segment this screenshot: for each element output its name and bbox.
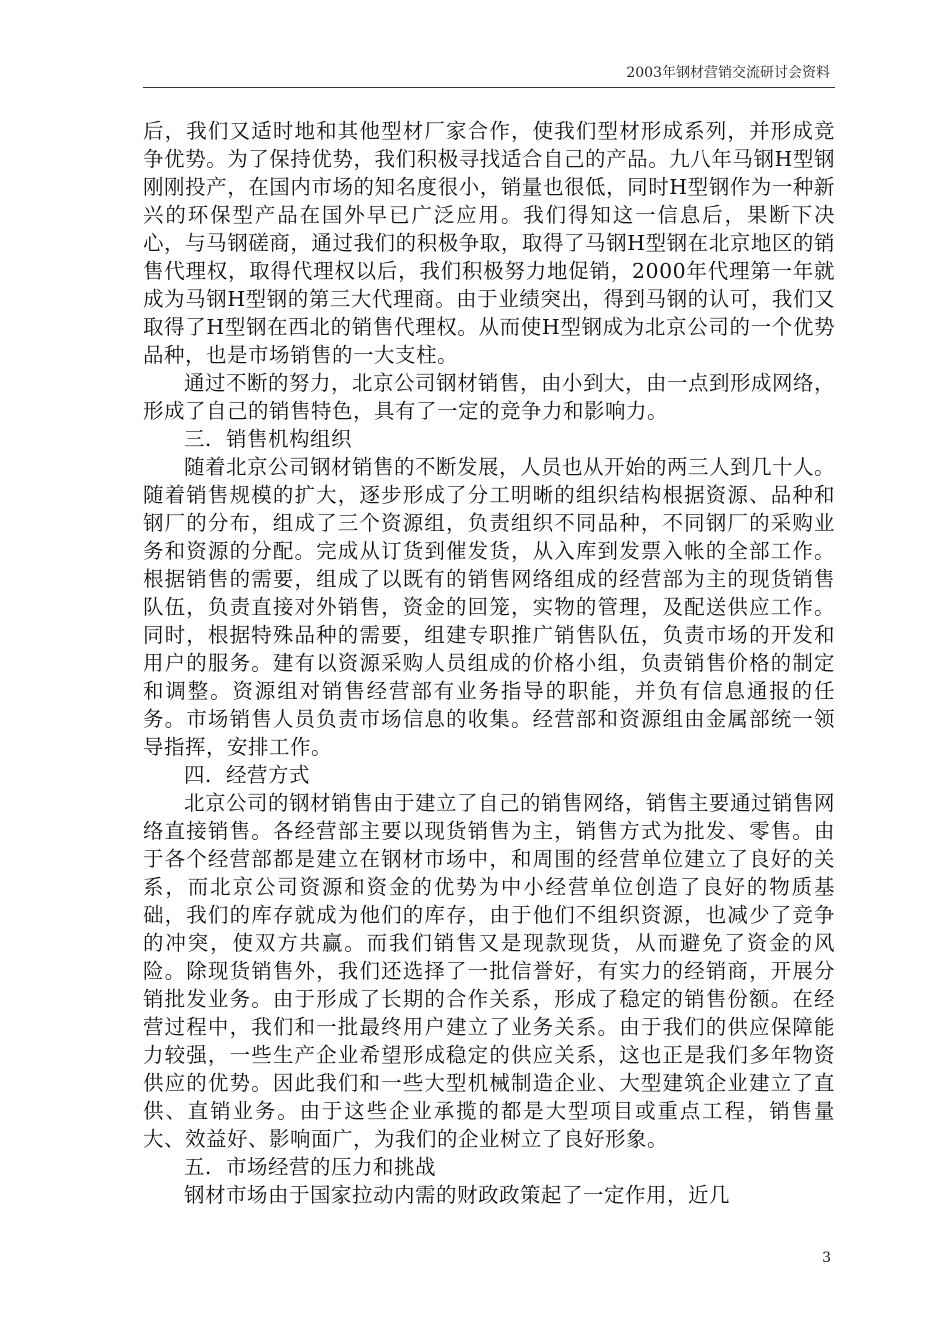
document-body bbox=[143, 117, 835, 1209]
paragraph: 后，我们又适时地和其他型材厂家合作，使我们型材形成系列，并形成竞争优势。为了保持优势，我们积极寻找适合自己的产品。九八年马钢H型钢刚刚投产，在国内市场的知名度很小，销量也很低，同时H型钢作为一种新兴的环保型产品在国外早已广泛应用。我们得知这一信息后，果断下决心，与马钢磋商，通过我们的积极争取，取得了马钢H型钢在北京地区的销售代理权，取得代理权以后，我们积极努力地促销，2000年代理第一年就成为马钢H型钢的第三大代理商。由于业绩突出，得到马钢的认可，我们又取得了H型钢在西北的销售代理权。从而使H型钢成为北京公司的一个优势品种，也是市场销售的一大支柱。 bbox=[143, 119, 835, 367]
section-heading: 三．销售机构组织 bbox=[184, 427, 352, 451]
header-divider bbox=[143, 87, 835, 88]
paragraph: 通过不断的努力，北京公司钢材销售，由小到大，由一点到形成网络，形成了自己的销售特色，具有了一定的竞争力和影响力。 bbox=[143, 371, 835, 423]
paragraph: 随着北京公司钢材销售的不断发展，人员也从开始的两三人到几十人。随着销售规模的扩大，逐步形成了分工明晰的组织结构根据资源、品种和钢厂的分布，组成了三个资源组，负责组织不同品种，不同钢厂的采购业务和资源的分配。完成从订货到催发货，从入库到发票入帐的全部工作。根据销售的需要，组成了以既有的销售网络组成的经营部为主的现货销售队伍，负责直接对外销售，资金的回笼，实物的管理，及配送供应工作。同时，根据特殊品种的需要，组建专职推广销售队伍，负责市场的开发和用户的服务。建有以资源采购人员组成的价格小组，负责销售价格的制定和调整。资源组对销售经营部有业务指导的职能，并负有信息通报的任务。市场销售人员负责市场信息的收集。经营部和资源组由金属部统一领导指挥，安排工作。 bbox=[143, 455, 835, 759]
paragraph: 北京公司的钢材销售由于建立了自己的销售网络，销售主要通过销售网络直接销售。各经营部主要以现货销售为主，销售方式为批发、零售。由于各个经营部都是建立在钢材市场中，和周围的经营单位建立了良好的关系，而北京公司资源和资金的优势为中小经营单位创造了良好的物质基础，我们的库存就成为他们的库存，由于他们不组织资源，也减少了竞争的冲突，使双方共赢。而我们销售又是现款现货，从而避免了资金的风险。除现货销售外，我们还选择了一批信誉好，有实力的经销商，开展分销批发业务。由于形成了长期的合作关系，形成了稳定的销售份额。在经营过程中，我们和一批最终用户建立了业务关系。由于我们的供应保障能力较强，一些生产企业希望形成稳定的供应关系，这也正是我们多年物资供应的优势。因此我们和一些大型机械制造企业、大型建筑企业建立了直供、直销业务。由于这些企业承揽的都是大型项目或重点工程，销售量大、效益好、影响面广，为我们的企业树立了良好形象。 bbox=[143, 791, 835, 1151]
page-number: 3 bbox=[822, 1250, 831, 1266]
running-header: 2003年钢材营销交流研讨会资料 bbox=[626, 65, 830, 81]
paragraph: 钢材市场由于国家拉动内需的财政政策起了一定作用，近几 bbox=[184, 1183, 730, 1207]
section-heading: 五．市场经营的压力和挑战 bbox=[184, 1155, 436, 1179]
section-heading: 四．经营方式 bbox=[184, 763, 310, 787]
